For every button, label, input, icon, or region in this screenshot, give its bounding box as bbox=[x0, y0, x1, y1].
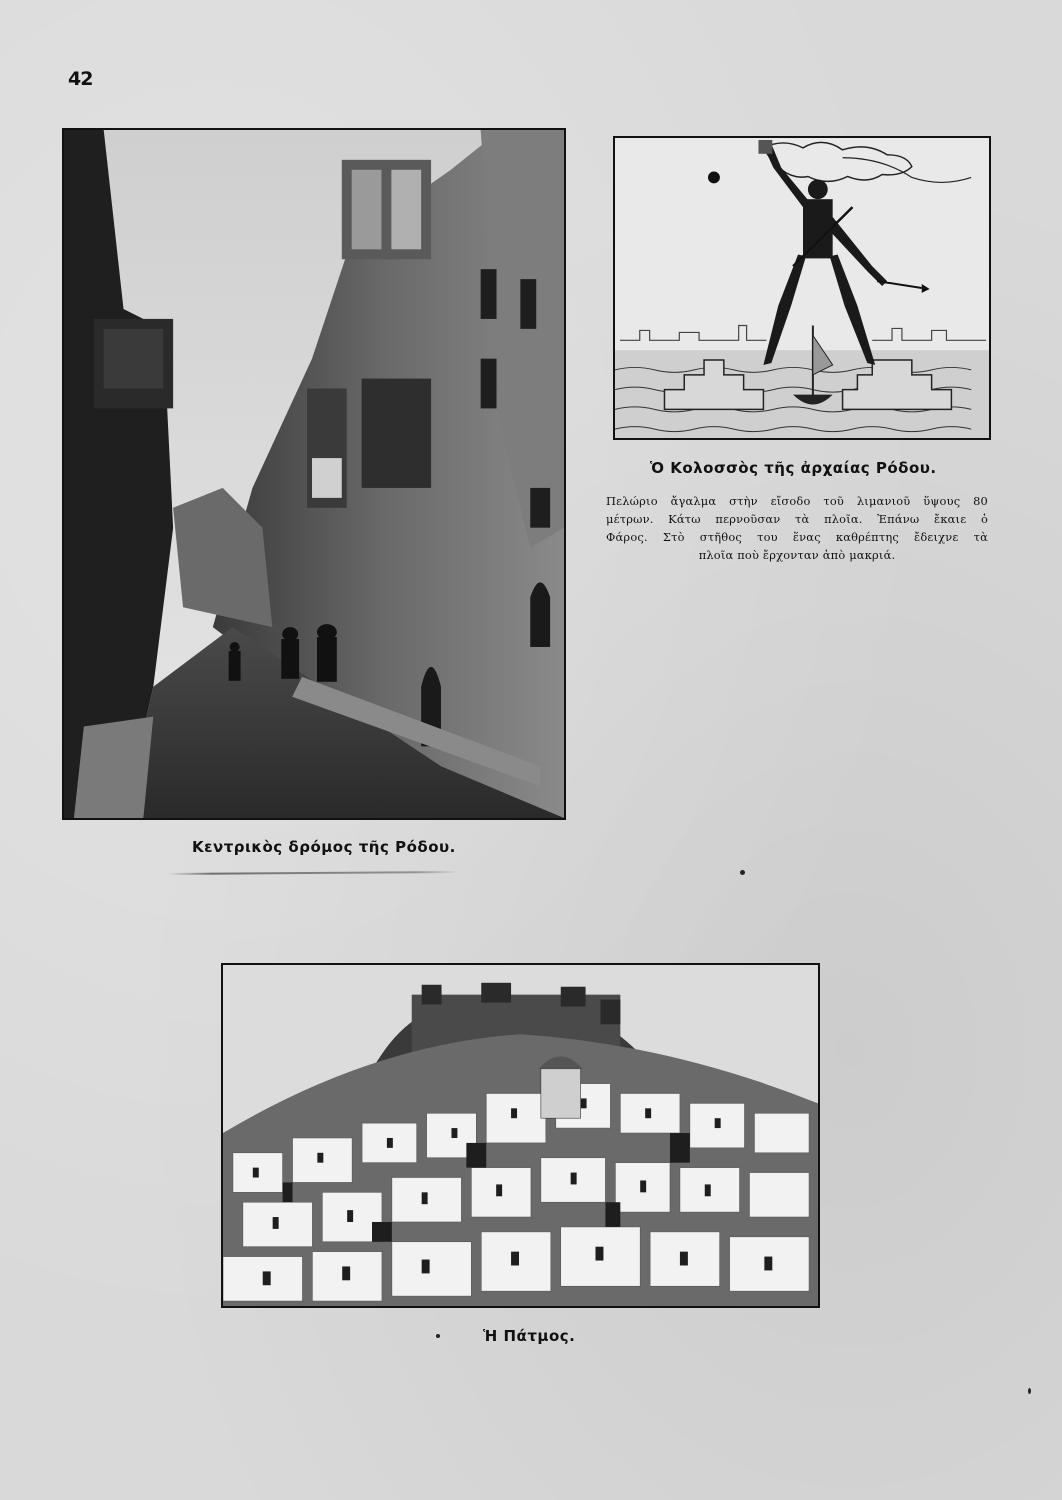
patmos-caption: Ἡ Πάτμος. bbox=[483, 1327, 576, 1345]
colossus-description-line: Φάρος. Στὸ στῆθος του ἕνας καθρέπτης ἔδειχνε τὰ bbox=[606, 530, 988, 544]
paper-speck bbox=[1028, 1388, 1031, 1394]
paper-speck bbox=[436, 1334, 440, 1338]
colossus-description-line: πλοῖα ποὺ ἔρχονταν ἀπὸ μακριά. bbox=[698, 548, 896, 562]
page-number: 42 bbox=[68, 68, 93, 90]
colossus-drawing bbox=[615, 138, 989, 438]
colossus-description bbox=[606, 492, 988, 564]
colossus-caption: Ὁ Κολοσσὸς τῆς ἀρχαίας Ρόδου. bbox=[650, 459, 937, 477]
smudge-line bbox=[168, 871, 458, 875]
paper-speck bbox=[740, 870, 745, 875]
patmos-illustration bbox=[223, 965, 818, 1306]
rhodes-street-photo bbox=[62, 128, 566, 820]
colossus-description-line: Πελώριο ἄγαλμα στὴν εἴσοδο τοῦ λιμανιοῦ ὕψους 80 bbox=[606, 494, 988, 508]
patmos-photo bbox=[221, 963, 820, 1308]
colossus-illustration bbox=[613, 136, 991, 440]
colossus-description-line: μέτρων. Κάτω περνοῦσαν τὰ πλοῖα. Ἐπάνω ἔκαιε ὁ bbox=[606, 512, 988, 526]
street-caption: Κεντρικὸς δρόμος τῆς Ρόδου. bbox=[192, 838, 456, 856]
street-illustration bbox=[64, 130, 564, 818]
